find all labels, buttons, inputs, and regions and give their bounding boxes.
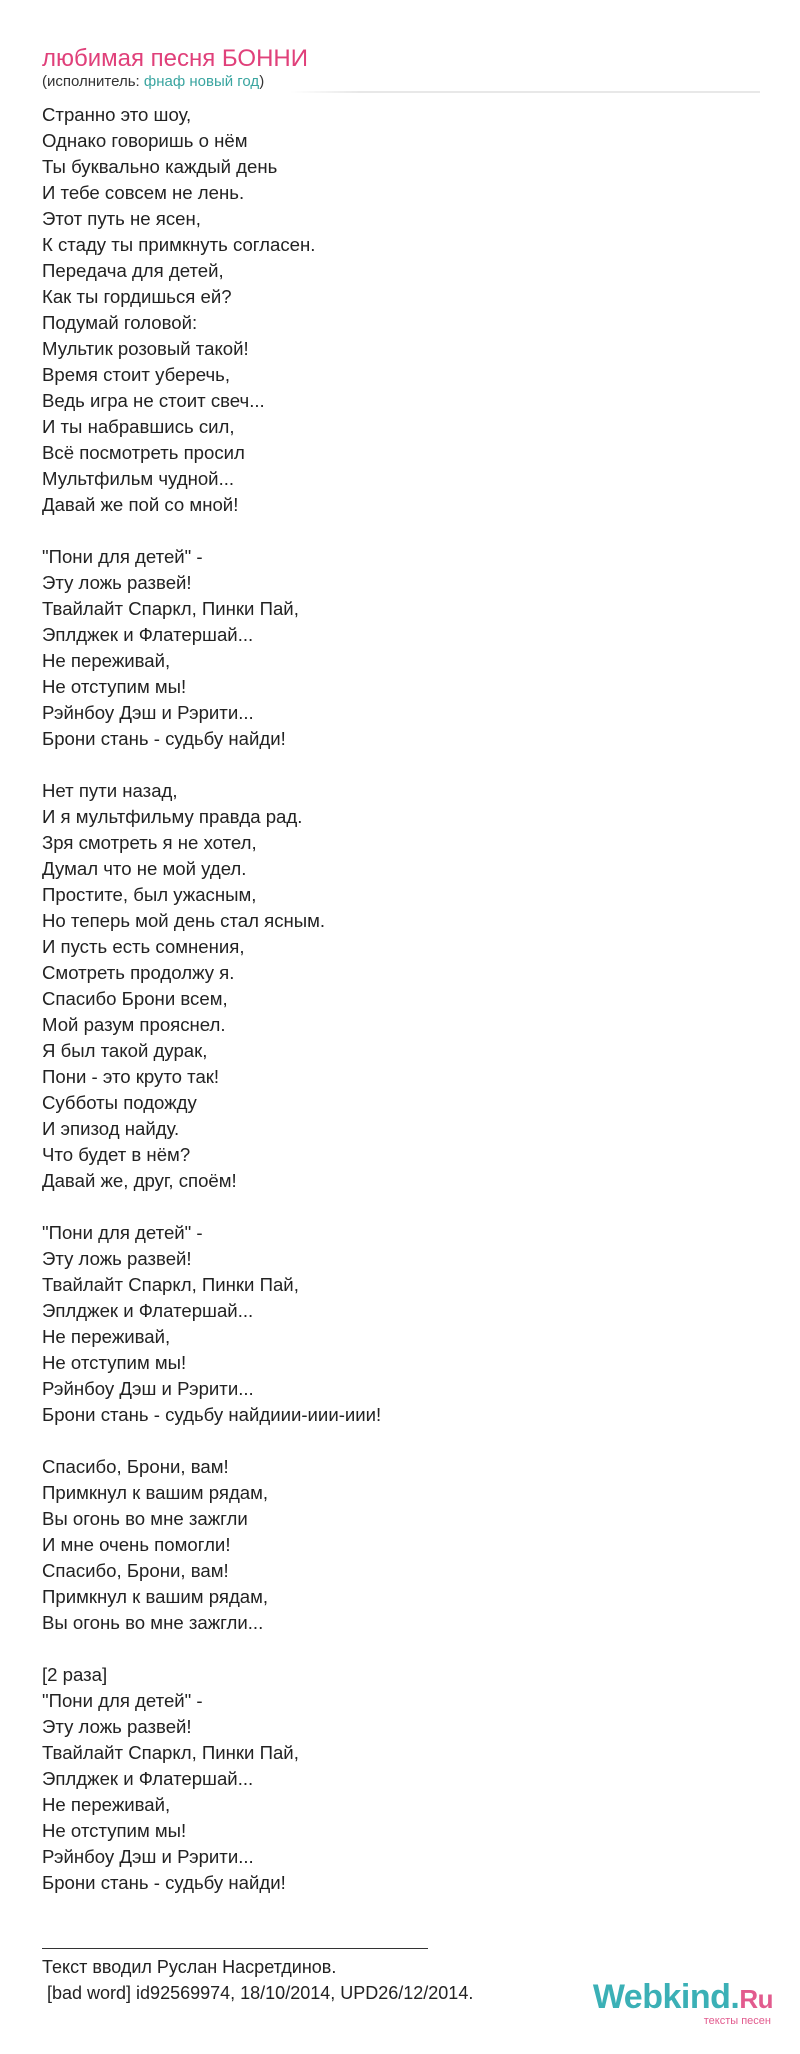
artist-suffix: ) — [259, 73, 265, 90]
logo-main-text: Webkind — [592, 1978, 731, 2016]
logo-wordmark — [593, 1979, 773, 2017]
logo-tagline: тексты песен — [703, 2015, 771, 2027]
artist-link[interactable]: фнаф новый год — [143, 73, 260, 90]
artist-prefix: (исполнитель: — [42, 73, 144, 90]
logo-dot: . — [730, 1978, 740, 2016]
song-title: любимая песня БОННИ — [42, 45, 308, 72]
lyrics-text: Странно это шоу, Однако говоришь о нём Ты буквально каждый день И тебе совсем не лень. Этот путь не ясен, К стаду ты примкнуть согласен. Передача для детей, Как ты гордишься ей? Подумай головой: Мультик розовый такой! Время стоит уберечь, Ведь игра не стоит свеч... И ты набравшись сил, Всё посмотреть просил Мультфильм чудной... Давай же пой со мной! "Пони для детей" - Эту ложь развей! Твайлайт Спаркл, Пинки Пай, Эплджек и Флатершай... Не переживай, Не отступим мы! Рэйнбоу Дэш и Рэрити... Брони стань - судьбу найди! Нет пути назад, И я мультфильму правда рад. Зря смотреть я не хотел, Думал что не мой удел. Простите, был ужасным, Но теперь мой день стал ясным. И пусть есть сомнения, Смотреть продолжу я. Спасибо Брони всем, Мой разум прояснел. Я был такой дурак, Пони - это круто так! Субботы подожду И эпизод найду. Что будет в нём? Давай же, друг, споём! "Пони для детей" - Эту ложь развей! Твайлайт Спаркл, Пинки Пай, Эплджек и Флатершай... Не переживай, Не отступим мы! Рэйнбоу Дэш и Рэрити... Брони стань - судьбу найдиии-иии-иии! Спасибо, Брони, вам! Примкнул к вашим рядам, Вы огонь во мне зажгли И мне очень помогли! Спасибо, Брони, вам! Примкнул к вашим рядам, Вы огонь во мне зажгли... [2 раза] "Пони для детей" - Эту ложь развей! Твайлайт Спаркл, Пинки Пай, Эплджек и Флатершай... Не переживай, Не отступим мы! Рэйнбоу Дэш и Рэрити... Брони стань - судьбу найди! — [42, 104, 382, 1893]
artist-line — [42, 72, 264, 92]
footer-divider — [42, 1948, 428, 1949]
header-divider — [290, 91, 760, 93]
song-meta: [bad word] id92569974, 18/10/2014, UPD26/12/2014. — [47, 1983, 474, 2003]
author-credit: Текст вводил Руслан Насретдинов. — [42, 1957, 337, 1977]
webkind-logo[interactable] — [593, 1979, 773, 2027]
logo-tld: Ru — [739, 1984, 773, 2014]
